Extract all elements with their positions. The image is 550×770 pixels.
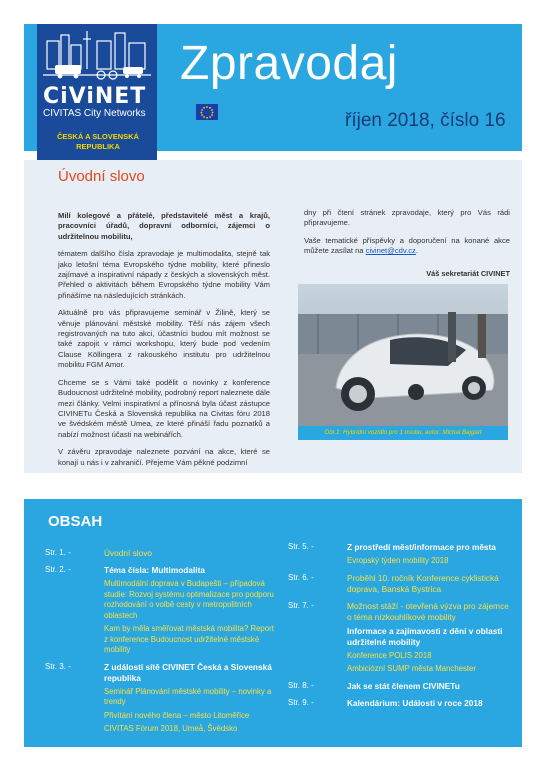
toc-entry-title: Jak se stát členem CIVINETu — [347, 680, 460, 691]
page-title: Zpravodaj — [180, 37, 398, 90]
toc-subentry[interactable]: Evropský týden mobility 2018 — [347, 556, 449, 565]
contact-text: Vaše tematické příspěvky a doporučení na konané akce můžete zasílat na — [304, 235, 510, 256]
toc-page-number: Str. 2. - — [45, 565, 71, 574]
issue-date: říjen 2018, číslo 16 — [345, 110, 506, 131]
toc-entry-title: Proběhl 10. ročník Konference cyklistická doprava, Banská Bystrica — [347, 572, 499, 594]
article-left-column — [58, 211, 270, 475]
email-link[interactable]: civinet@cdv.cz — [365, 246, 416, 256]
toc-page-number: Str. 8. - — [288, 680, 314, 690]
article-paragraph: tématem dalšího čísla zpravodaje je multimodalita, stejně tak jako letošní téma Evropského týdne mobility, které přineslo zajímavé a inspirativní nápady z českých a slovenských měst. Přehled o aktivitách během Evropského týdne mobility Vám přinášíme na následujících stránkách. — [58, 249, 270, 300]
toc-entry[interactable] — [45, 565, 277, 656]
toc-entry-title: Kalendárium: Události v roce 2018 — [347, 697, 483, 708]
toc-subentry[interactable]: Kam by měla směřovat městská mobilita? Report z konference Budoucnost udržitelné městské mobility — [104, 624, 274, 654]
toc-entry[interactable] — [288, 601, 514, 675]
toc-entry-title: Úvodní slovo — [104, 548, 152, 558]
article-paragraph: V závěru zpravodaje naleznete pozvání na akce, které se konají u nás i v zahraničí. Přejeme Vám pěkné podzimní — [58, 447, 270, 467]
toc-entry[interactable] — [288, 698, 514, 709]
toc-entry-title: Z událostí sítě CIVINET Česká a Slovenská republika — [104, 661, 272, 683]
article-contact-paragraph — [304, 236, 510, 257]
toc-subentry[interactable]: Konference POLIS 2018 — [347, 650, 432, 660]
toc-entry[interactable] — [45, 548, 277, 559]
toc-subentry[interactable]: Přivítání nového člena – město Litoměřice — [104, 710, 250, 720]
civinet-logo — [37, 24, 157, 171]
toc-entry[interactable] — [288, 681, 514, 692]
logo-subtitle: CIVITAS City Networks — [43, 108, 146, 119]
toc-subentry[interactable]: Ambiciózní SUMP města Manchester — [347, 664, 476, 673]
article-paragraph: Chceme se s Vámi také podělit o novinky z konference Budoucnost udržitelné mobility, podrobný report naleznete dále mezi články. Velmi inspirativní a přínosná byla účast zástupce CIVINETu Česká a Slovenská republika na Civitas fóru 2018 ve švédském městě Umea, ze které přináší řadu poznatků a nabízí možnost účasti na webinářích. — [58, 377, 270, 439]
toc-page-number: Str. 6. - — [288, 572, 314, 582]
article-greeting: Milí kolegové a přátelé, představitelé měst a krajů, pracovníci úřadů, dopravní odborníci, zájemci o udržitelnou mobilitu, — [58, 211, 270, 241]
toc-entry-title: Možnost stáží - otevřená výzva pro zájemce o téma nízkouhlíkové mobility — [347, 600, 509, 622]
toc-entry[interactable] — [288, 542, 514, 567]
toc-page-number: Str. 1. - — [45, 548, 71, 557]
toc-entry[interactable] — [288, 573, 514, 595]
vehicle-photo — [298, 284, 508, 426]
hybrid-vehicle-image — [298, 284, 508, 426]
toc-left-column — [45, 548, 277, 741]
toc-page-number: Str. 7. - — [288, 600, 314, 610]
logo-wordmark: CiViNET — [43, 84, 147, 109]
toc-section-title: Informace a zajímavosti z dění v oblasti udržitelné mobility — [347, 625, 503, 647]
city-skyline-icon — [41, 27, 153, 87]
toc-heading: OBSAH — [48, 513, 103, 530]
toc-entry-title: Téma čísla: Multimodalita — [104, 565, 205, 575]
contact-text-end: . — [415, 246, 418, 256]
article-paragraph: Aktuálně pro vás připravujeme seminář v Žilině, který se věnuje plánování městské mobility. Těší nás zájem všech registrovaných na tuto akci, účastníci budou mít možnost se také zapojit v rámci workshopu, který bude pod vedením Clause Köllingera z rakouského institutu pro udržitelnou mobilitu FGM Amor. — [58, 308, 270, 370]
article-heading: Úvodní slovo — [58, 168, 145, 185]
photo-caption: Obr.1: Hybridní vozidlo pro 1 osobu, autor: Michal Bajgart — [298, 426, 508, 440]
intro-article — [24, 160, 522, 473]
toc-entry[interactable] — [45, 662, 277, 735]
toc-page-number: Str. 9. - — [288, 697, 314, 707]
eu-flag-icon — [196, 104, 218, 120]
toc-subentry[interactable]: CIVITAS Fórum 2018, Umeå, Švédsko — [104, 724, 238, 733]
toc-right-column — [288, 542, 514, 715]
toc-entry-title: Z prostředí měst/informace pro města — [347, 542, 496, 552]
toc-page-number: Str. 3. - — [45, 661, 71, 671]
toc-subentry[interactable]: Seminář Plánování městské mobility – novinky a trendy — [104, 686, 272, 706]
article-paragraph: dny při čtení stránek zpravodaje, který pro Vás rádi připravujeme. — [304, 208, 510, 228]
table-of-contents — [24, 499, 522, 747]
toc-subentry[interactable]: Multimodální doprava v Budapešti – případová studie: Rozvoj systému optimalizace pro podporu rozhodování o volbě cesty v metropolitních oblastech — [104, 579, 274, 620]
article-right-column — [304, 208, 510, 264]
article-signature: Váš sekretariát CIVINET — [426, 269, 510, 278]
toc-page-number: Str. 5. - — [288, 542, 314, 551]
logo-country: ČESKÁ A SLOVENSKÁ REPUBLIKA — [57, 132, 139, 151]
